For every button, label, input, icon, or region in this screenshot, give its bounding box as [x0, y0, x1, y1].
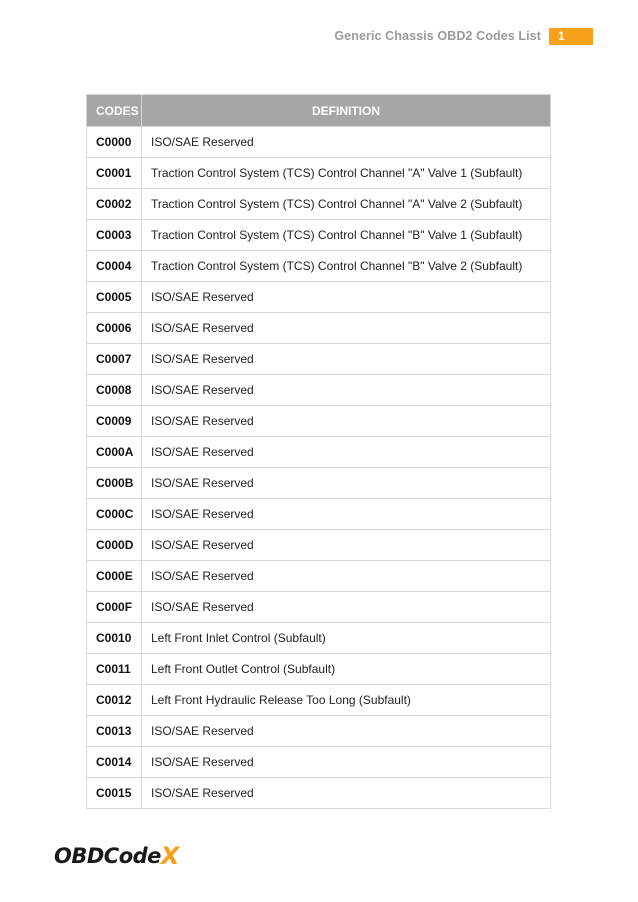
definition-cell: Left Front Hydraulic Release Too Long (Subfault) [142, 685, 551, 716]
obdcodex-logo [54, 841, 179, 871]
code-cell: C000E [87, 561, 142, 592]
code-cell: C0004 [87, 251, 142, 282]
code-cell: C0011 [87, 654, 142, 685]
table-body [87, 127, 551, 809]
definition-cell: ISO/SAE Reserved [142, 313, 551, 344]
codes-table [86, 94, 551, 809]
definition-cell: Traction Control System (TCS) Control Channel "A" Valve 2 (Subfault) [142, 189, 551, 220]
table-row [87, 592, 551, 623]
code-cell: C0010 [87, 623, 142, 654]
column-header-definition: DEFINITION [142, 95, 551, 127]
table-row [87, 437, 551, 468]
definition-cell: ISO/SAE Reserved [142, 561, 551, 592]
definition-cell: Left Front Outlet Control (Subfault) [142, 654, 551, 685]
table-row [87, 654, 551, 685]
definition-cell: Left Front Inlet Control (Subfault) [142, 623, 551, 654]
code-cell: C0007 [87, 344, 142, 375]
table-row [87, 282, 551, 313]
table-row [87, 375, 551, 406]
table-row [87, 747, 551, 778]
definition-cell: ISO/SAE Reserved [142, 499, 551, 530]
table-row [87, 220, 551, 251]
column-header-codes: CODES [87, 95, 142, 127]
definition-cell: ISO/SAE Reserved [142, 592, 551, 623]
table-row [87, 406, 551, 437]
code-cell: C000F [87, 592, 142, 623]
page-number-badge: 1 [549, 28, 593, 45]
definition-cell: ISO/SAE Reserved [142, 716, 551, 747]
code-cell: C0008 [87, 375, 142, 406]
code-cell: C0012 [87, 685, 142, 716]
code-cell: C0014 [87, 747, 142, 778]
table-row [87, 344, 551, 375]
table-row [87, 530, 551, 561]
definition-cell: ISO/SAE Reserved [142, 375, 551, 406]
table-row [87, 623, 551, 654]
table-row [87, 158, 551, 189]
table-row [87, 499, 551, 530]
table-row [87, 685, 551, 716]
table-row [87, 189, 551, 220]
table-row [87, 313, 551, 344]
definition-cell: ISO/SAE Reserved [142, 468, 551, 499]
definition-cell: Traction Control System (TCS) Control Channel "B" Valve 1 (Subfault) [142, 220, 551, 251]
code-cell: C0001 [87, 158, 142, 189]
code-cell: C000B [87, 468, 142, 499]
table-row [87, 561, 551, 592]
table-row [87, 716, 551, 747]
table-row [87, 778, 551, 809]
definition-cell: ISO/SAE Reserved [142, 747, 551, 778]
code-cell: C0002 [87, 189, 142, 220]
definition-cell: Traction Control System (TCS) Control Channel "A" Valve 1 (Subfault) [142, 158, 551, 189]
code-cell: C0003 [87, 220, 142, 251]
document-title: Generic Chassis OBD2 Codes List [334, 29, 541, 43]
definition-cell: ISO/SAE Reserved [142, 344, 551, 375]
code-cell: C0005 [87, 282, 142, 313]
page-header [334, 27, 593, 45]
table-header-row [87, 95, 551, 127]
definition-cell: ISO/SAE Reserved [142, 282, 551, 313]
definition-cell: ISO/SAE Reserved [142, 778, 551, 809]
code-cell: C000C [87, 499, 142, 530]
code-cell: C0013 [87, 716, 142, 747]
logo-x-mark: X [160, 842, 180, 870]
table-row [87, 251, 551, 282]
code-cell: C000A [87, 437, 142, 468]
definition-cell: ISO/SAE Reserved [142, 437, 551, 468]
table-row [87, 127, 551, 158]
code-cell: C000D [87, 530, 142, 561]
table-row [87, 468, 551, 499]
logo-wordmark: OBDCode [54, 844, 161, 868]
definition-cell: ISO/SAE Reserved [142, 127, 551, 158]
definition-cell: Traction Control System (TCS) Control Channel "B" Valve 2 (Subfault) [142, 251, 551, 282]
definition-cell: ISO/SAE Reserved [142, 530, 551, 561]
code-cell: C0009 [87, 406, 142, 437]
code-cell: C0015 [87, 778, 142, 809]
code-cell: C0006 [87, 313, 142, 344]
definition-cell: ISO/SAE Reserved [142, 406, 551, 437]
code-cell: C0000 [87, 127, 142, 158]
